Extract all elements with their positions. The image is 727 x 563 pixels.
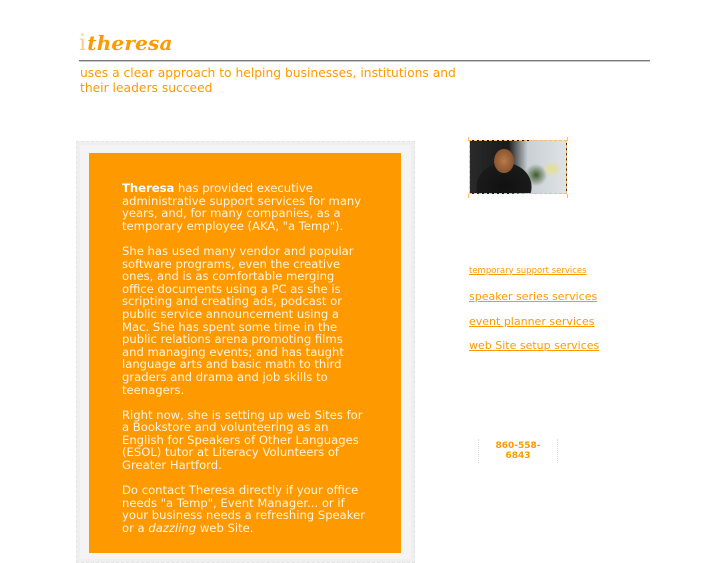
- bio-paragraph-3: Right now, she is setting up web Sites for a Bookstore and volunteering as an English for Speakers of Other Languages (ESOL) tutor at Literacy Volunteers of Greater Hartford.: [122, 407, 363, 473]
- photo-corner-mark: [468, 194, 469, 198]
- phone-number: 860-558- 6843: [478, 439, 558, 463]
- nav-link-event-planner[interactable]: event planner services: [469, 314, 595, 328]
- tagline: uses a clear approach to helping businesses, institutions and their leaders succeed: [80, 66, 456, 95]
- photo-corner-mark: [567, 137, 568, 141]
- site-logo[interactable]: [79, 30, 173, 57]
- bio-paragraph-4: Do contact Theresa directly if your office needs "a Temp", Event Manager... or if your business needs a refreshing Speaker or a dazzling web Site.: [122, 483, 365, 536]
- services-nav: [469, 265, 599, 364]
- profile-photo: [469, 140, 567, 194]
- photo-corner-mark: [468, 137, 469, 141]
- nav-link-temporary-support[interactable]: temporary support services: [469, 266, 587, 276]
- photo-corner-mark: [567, 194, 568, 198]
- nav-link-speaker-series[interactable]: speaker series services: [469, 290, 598, 303]
- logo-text: theresa: [87, 31, 173, 55]
- header-divider: [79, 60, 650, 62]
- bio-paragraph-2: She has used many vendor and popular software programs, even the creative ones, and is as comfortable merging office documents using a PC as she is scripting and creating ads, podcast or public service announcement using a Mac. She has spent some time in the public relations arena promoting films and managing events; and has taught language arts and basic math to third graders and drama and job skills to teenagers.: [122, 243, 354, 397]
- bio-text: [122, 182, 367, 547]
- bio-paragraph-1: Theresa has provided executive administrative support services for many years, and, for many companies, as a temporary employee (AKA, "a Temp").: [122, 181, 362, 233]
- bio-name: Theresa: [122, 181, 175, 195]
- logo-i-mark-icon: i: [79, 31, 87, 56]
- nav-link-web-site-setup[interactable]: web Site setup services: [469, 339, 600, 352]
